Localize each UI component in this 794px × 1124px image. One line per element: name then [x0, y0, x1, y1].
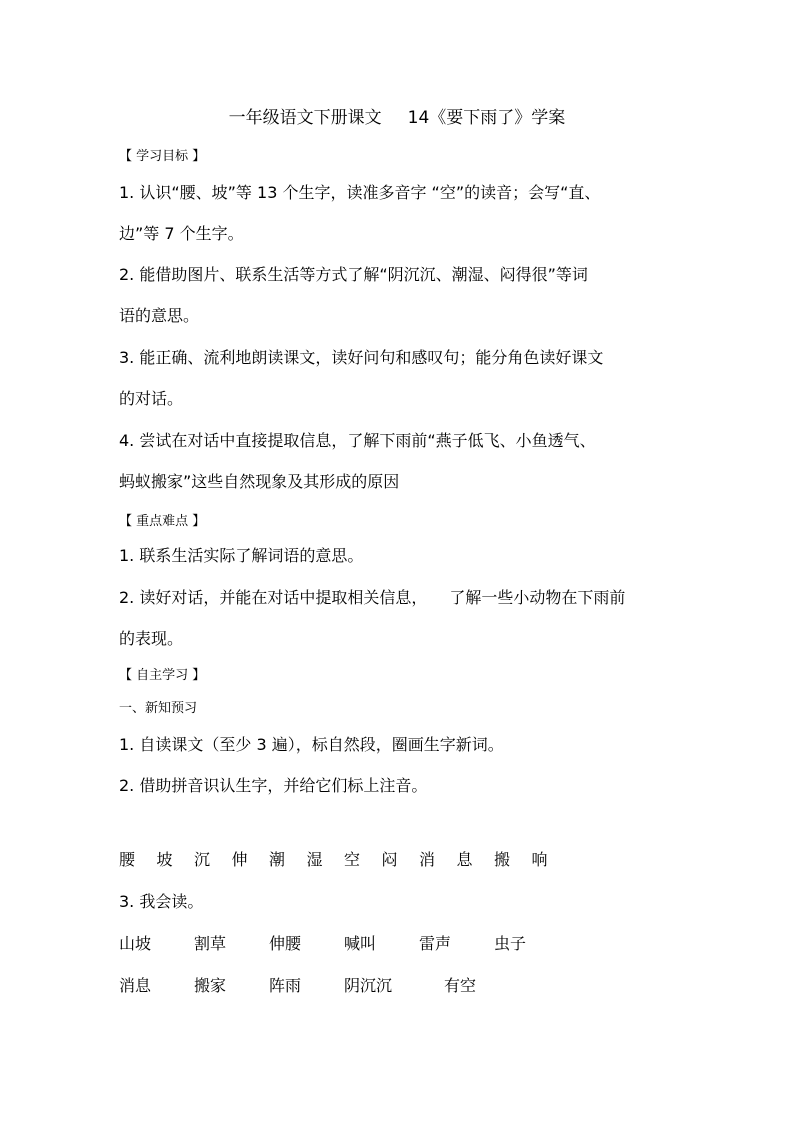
words-row-1	[119, 934, 569, 954]
char-item: 伸	[231, 850, 248, 869]
char-item: 沉	[194, 850, 211, 869]
char-item: 响	[531, 850, 548, 869]
section-selfstudy: 【 自主学习 】	[119, 668, 206, 683]
char-item: 腰	[119, 850, 136, 869]
char-item: 湿	[306, 850, 323, 869]
keypoint-2-part-b: 了解一些小动物在下雨前	[449, 588, 626, 607]
char-item: 搬	[494, 850, 511, 869]
goal-3-line-1: 3. 能正确、流利地朗读课文，读好问句和感叹句；能分角色读好课文	[119, 348, 604, 367]
char-item: 空	[344, 850, 361, 869]
word-item: 割草	[194, 934, 227, 953]
goal-4-line-1: 4. 尝试在对话中直接提取信息，了解下雨前“燕子低飞、小鱼透气、	[119, 431, 596, 450]
word-item: 阴沉沉	[344, 976, 393, 995]
section-goals: 【 学习目标 】	[119, 149, 206, 164]
char-item: 坡	[156, 850, 173, 869]
keypoint-2-line-1	[119, 588, 625, 608]
word-item: 消息	[119, 976, 152, 995]
word-item: 搬家	[194, 976, 227, 995]
goal-4-line-2: 蚂蚁搬家”这些自然现象及其形成的原因	[119, 472, 400, 491]
word-item: 有空	[444, 976, 477, 995]
title-part1: 一年级语文下册课文	[228, 108, 382, 128]
char-item: 闷	[381, 850, 398, 869]
word-item: 喊叫	[344, 934, 377, 953]
section-preview: 一、新知预习	[119, 701, 198, 716]
char-item: 潮	[269, 850, 286, 869]
goal-3-line-2: 的对话。	[119, 389, 184, 408]
goal-1-line-2: 边”等 7 个生字。	[119, 224, 244, 243]
word-item: 伸腰	[269, 934, 302, 953]
words-row-2	[119, 976, 519, 996]
preview-step-3: 3. 我会读。	[119, 892, 204, 911]
title-part2: 14《要下雨了》学案	[407, 108, 566, 128]
keypoint-2-line-2: 的表现。	[119, 629, 184, 648]
word-item: 虫子	[494, 934, 527, 953]
keypoint-1: 1. 联系生活实际了解词语的意思。	[119, 546, 364, 565]
new-characters-row	[119, 850, 569, 870]
goal-2-line-1: 2. 能借助图片、联系生活等方式了解“阴沉沉、潮湿、闷得很”等词	[119, 265, 588, 284]
word-item: 阵雨	[269, 976, 302, 995]
char-item: 息	[456, 850, 473, 869]
keypoint-2-part-a: 2. 读好对话，并能在对话中提取相关信息，	[119, 588, 428, 607]
char-item: 消	[419, 850, 436, 869]
goal-1-line-1: 1. 认识“腰、坡”等 13 个生字，读准多音字 “空”的读音；会写“直、	[119, 183, 601, 202]
goal-2-line-2: 语的意思。	[119, 306, 200, 325]
preview-step-1: 1. 自读课文（至少 3 遍），标自然段，圈画生字新词。	[119, 735, 504, 754]
preview-step-2: 2. 借助拼音识认生字，并给它们标上注音。	[119, 776, 428, 795]
word-item: 雷声	[419, 934, 452, 953]
section-keypoints: 【 重点难点 】	[119, 514, 206, 529]
page-title	[0, 108, 794, 128]
word-item: 山坡	[119, 934, 152, 953]
